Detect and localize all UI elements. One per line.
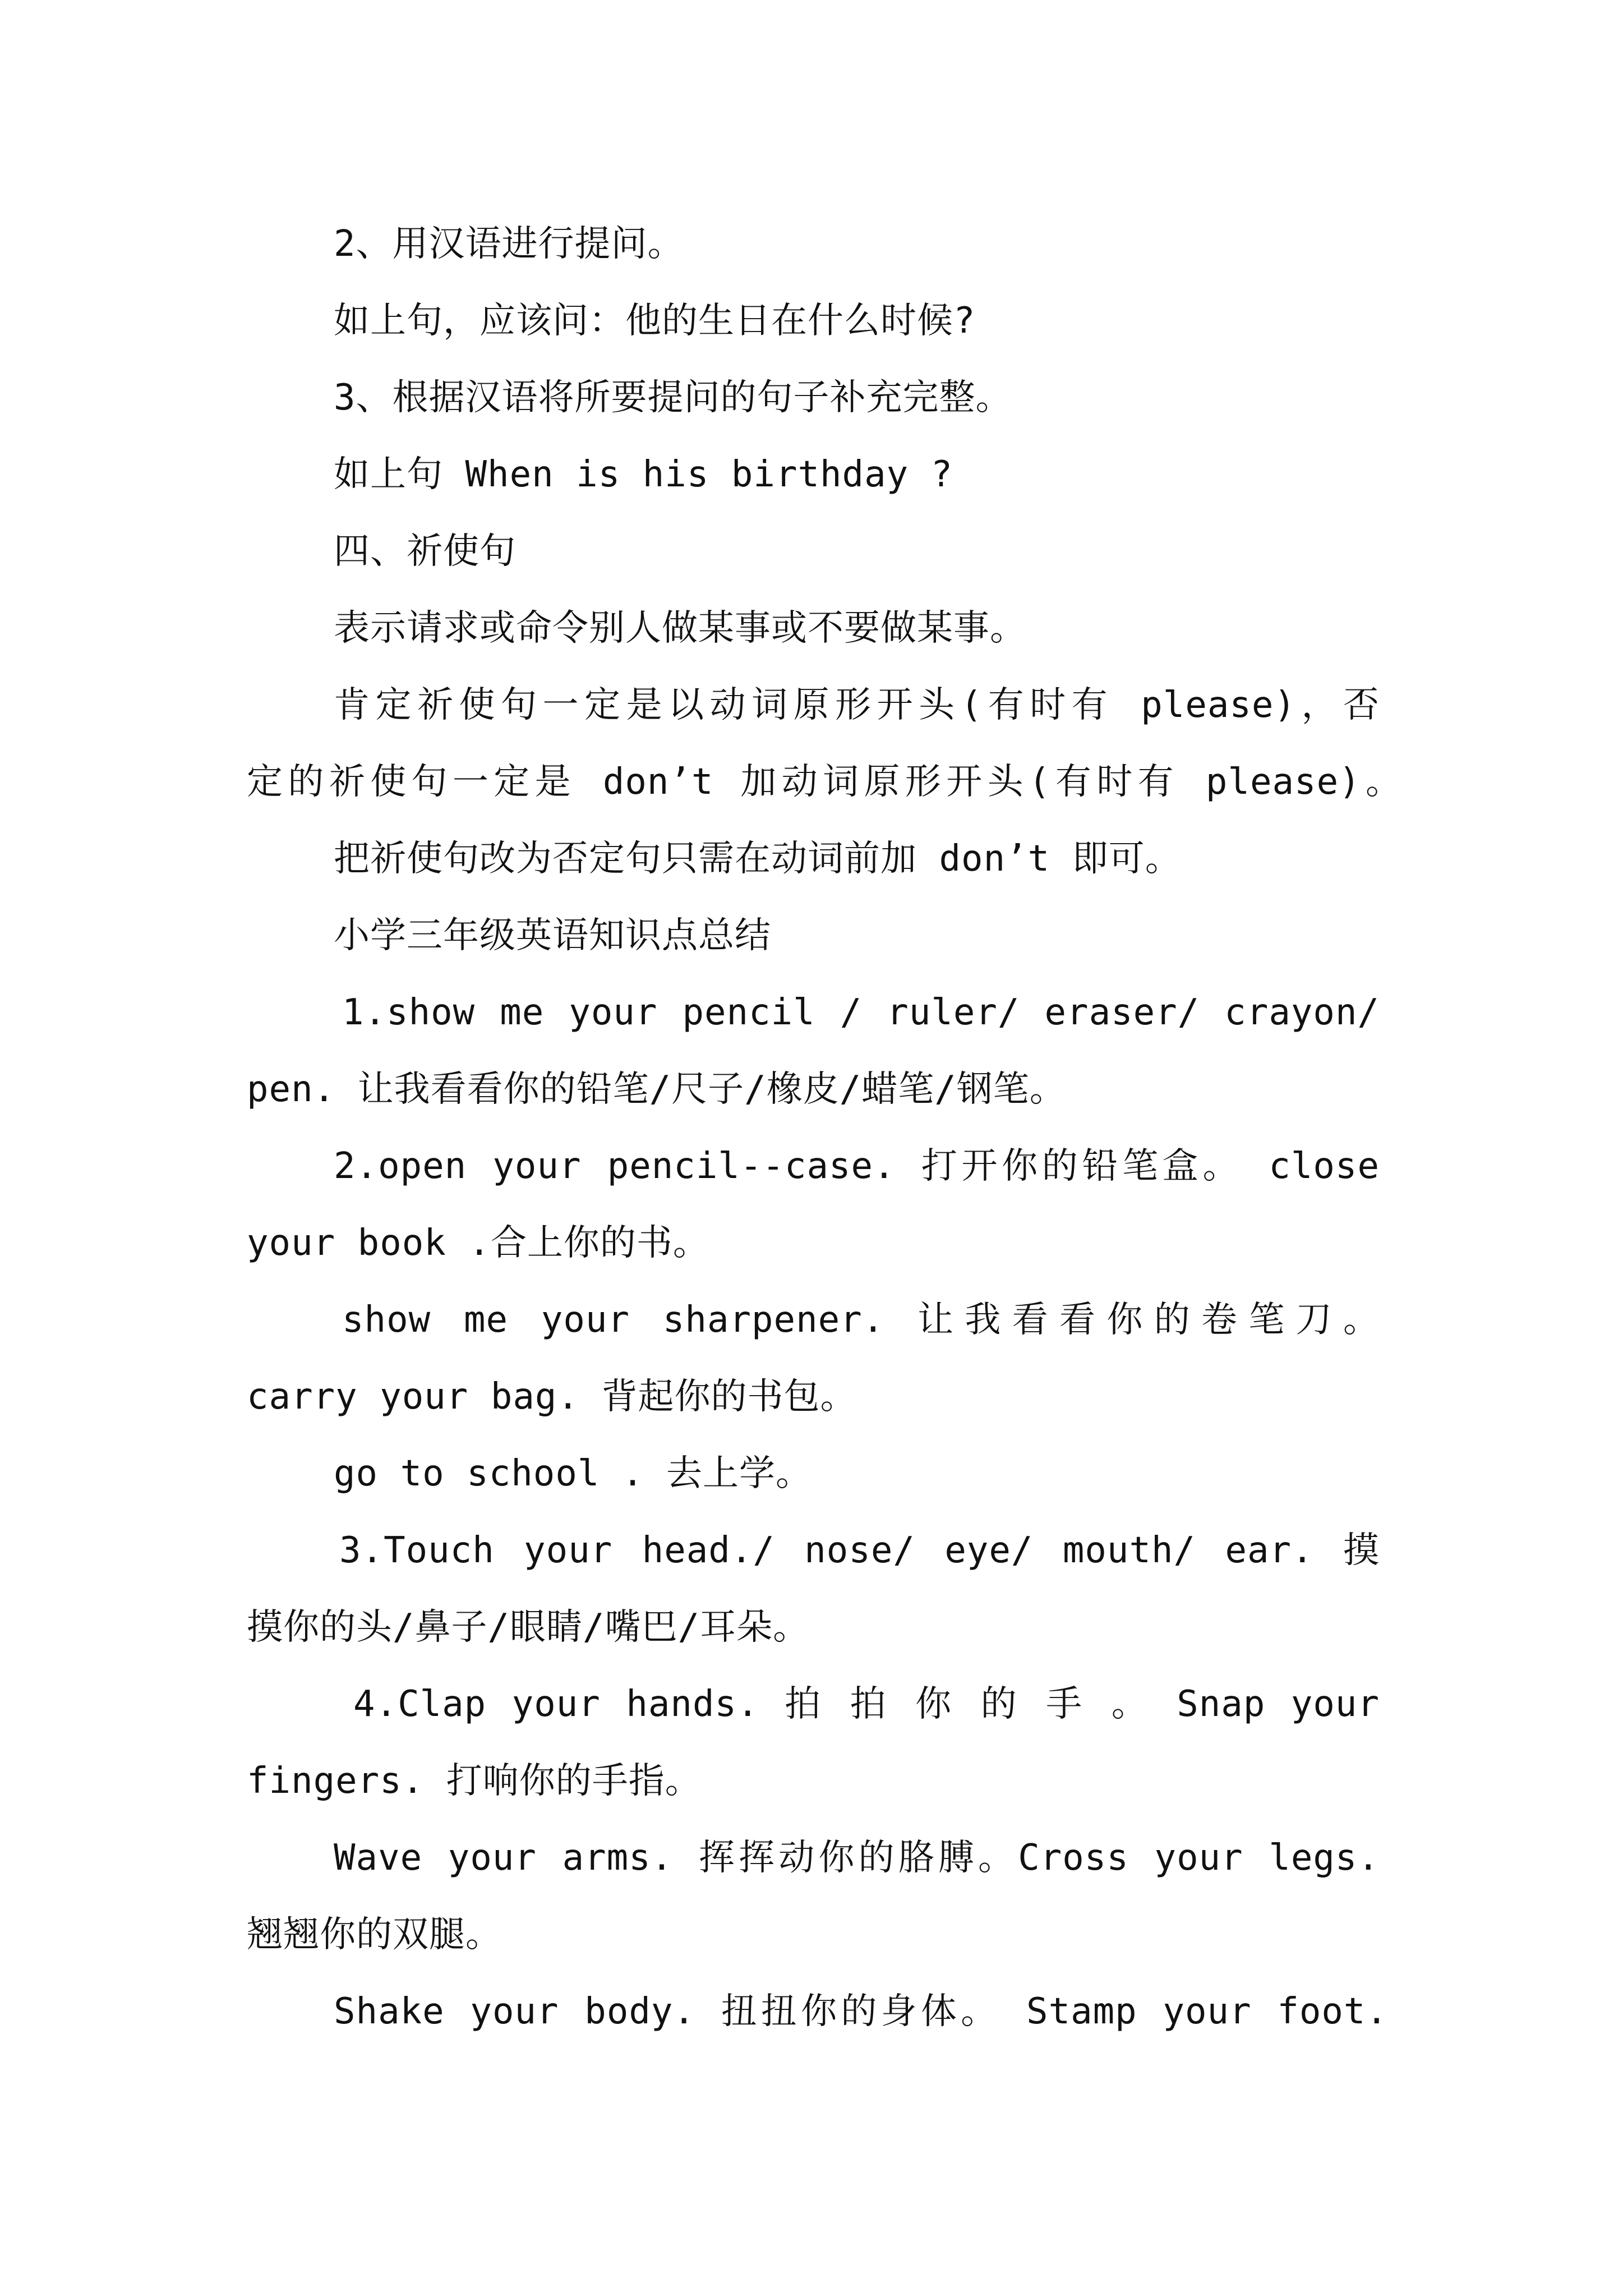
- text-line-15: show me your sharpener. 让我看看你的卷笔刀。: [342, 1299, 1380, 1341]
- text-line-2: 如上句，应该问：他的生日在什么时候?: [334, 300, 976, 342]
- text-line-12: pen. 让我看看你的铅笔/尺子/橡皮/蜡笔/钢笔。: [247, 1069, 1066, 1110]
- text-line-8: 定的祈使句一定是 don’t 加动词原形开头(有时有 please)。: [247, 761, 1402, 803]
- text-line-18: 3.Touch your head./ nose/ eye/ mouth/ ear. 摸: [339, 1530, 1380, 1571]
- text-line-9: 把祈使句改为否定句只需在动词前加 don’t 即可。: [334, 838, 1182, 880]
- section-title: 小学三年级英语知识点总结: [334, 915, 771, 956]
- text-line-19: 摸你的头/鼻子/眼睛/嘴巴/耳朵。: [247, 1607, 810, 1648]
- text-line-22: Wave your arms. 挥挥动你的胳膊。Cross your legs.: [334, 1837, 1380, 1879]
- text-line-17: go to school . 去上学。: [334, 1453, 812, 1494]
- text-line-21: fingers. 打响你的手指。: [247, 1760, 702, 1802]
- text-line-23: 翘翘你的双腿。: [247, 1914, 502, 1955]
- text-line-20: 4.Clap your hands. 拍 拍 你 的 手 。 Snap your: [353, 1683, 1380, 1725]
- text-line-16: carry your bag. 背起你的书包。: [247, 1376, 857, 1418]
- text-line-11: 1.show me your pencil / ruler/ eraser/ crayon/: [342, 992, 1380, 1033]
- section-heading: 四、祈使句: [334, 531, 516, 572]
- text-line-6: 表示请求或命令别人做某事或不要做某事。: [334, 608, 1026, 649]
- text-line-7: 肯定祈使句一定是以动词原形开头(有时有 please)，否: [334, 684, 1380, 726]
- text-line-1: 2、用汉语进行提问。: [334, 223, 684, 265]
- text-line-14: your book .合上你的书。: [247, 1222, 709, 1264]
- text-line-4: 如上句 When is his birthday ?: [334, 454, 953, 495]
- text-line-13: 2.open your pencil--case. 打开你的铅笔盒。 close: [334, 1145, 1380, 1187]
- text-line-24: Shake your body. 扭扭你的身体。 Stamp your foot.: [334, 1991, 1388, 2032]
- text-line-3: 3、根据汉语将所要提问的句子补充完整。: [334, 377, 1012, 418]
